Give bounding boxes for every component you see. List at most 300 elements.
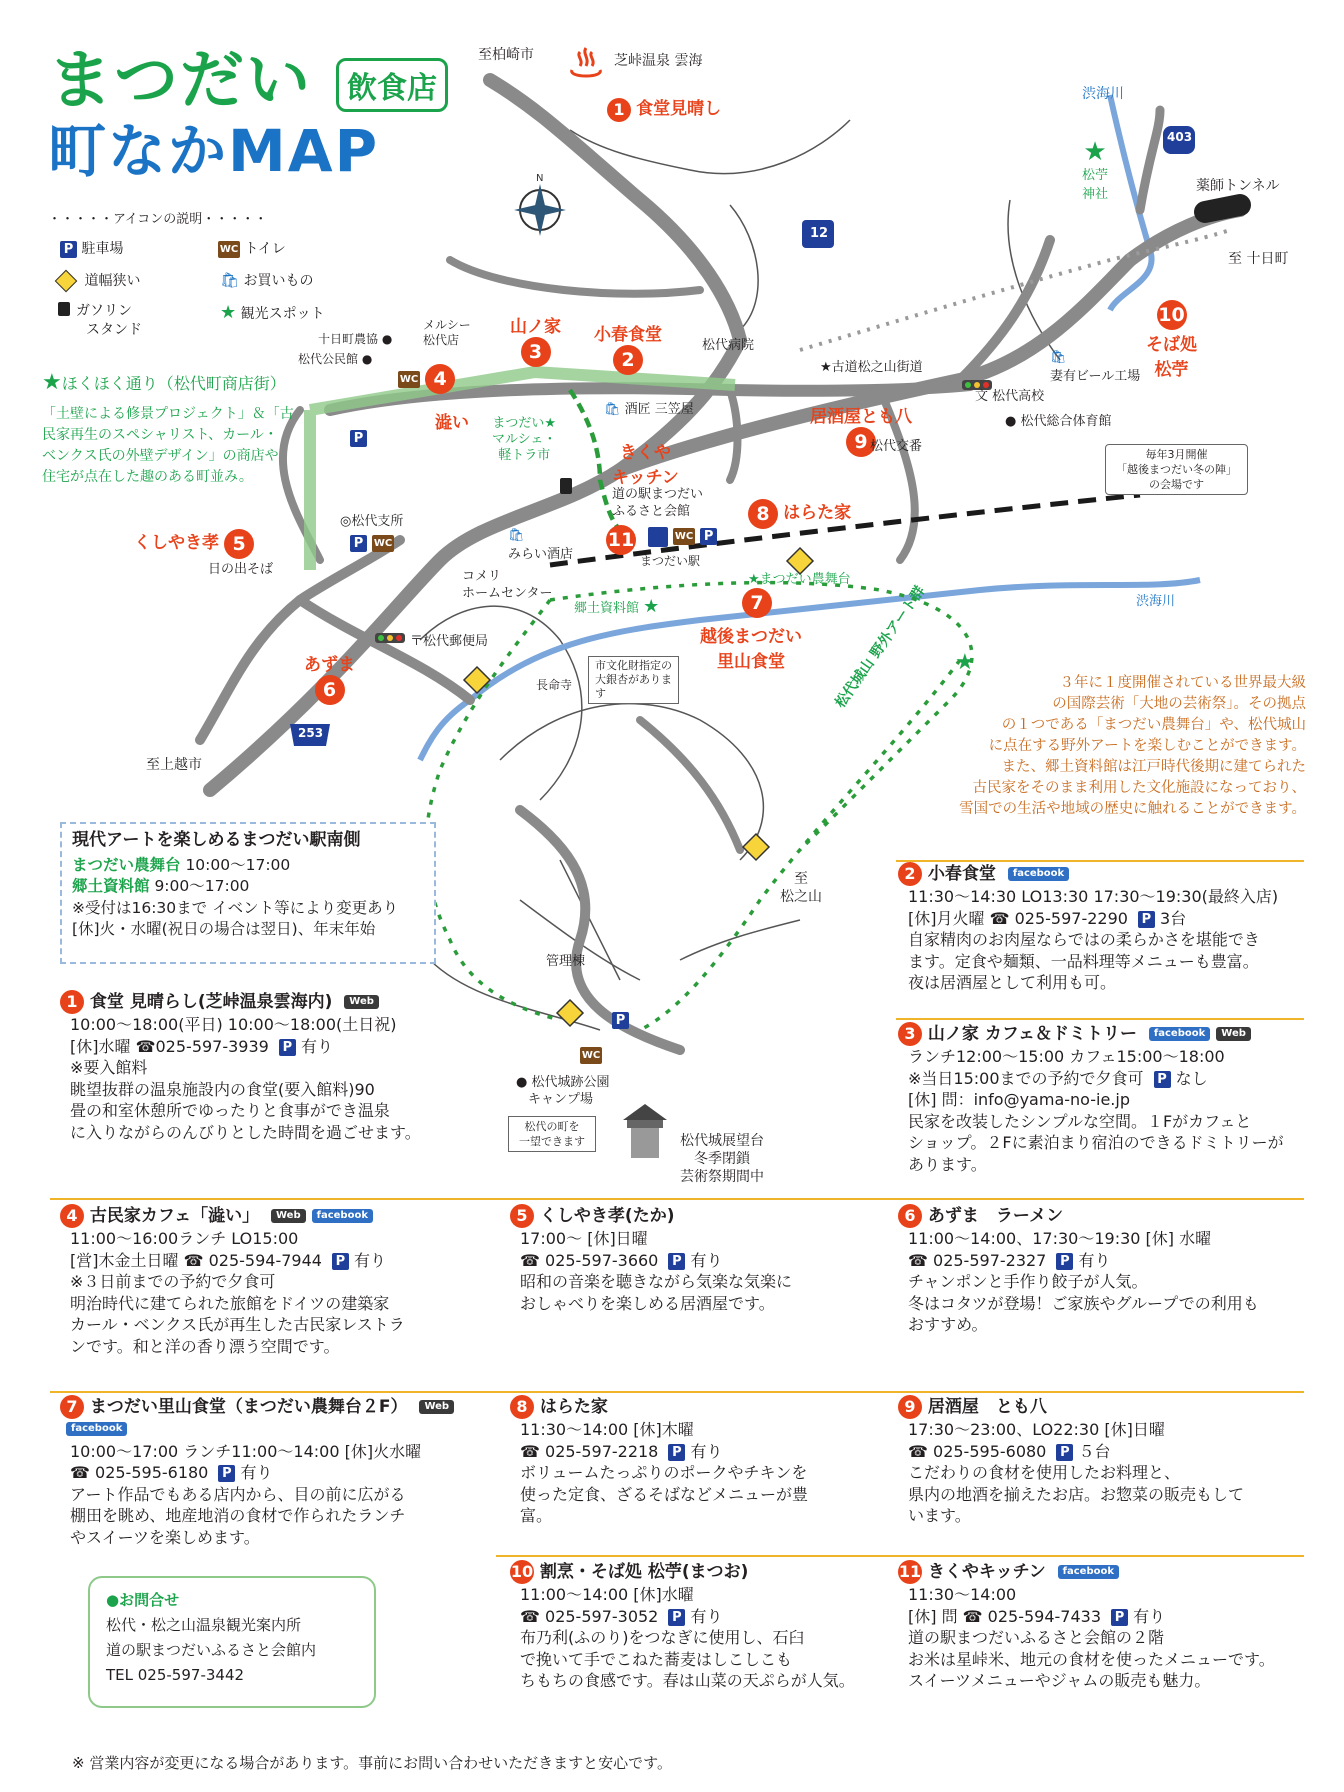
legend-shop-label: お買いもの xyxy=(243,273,314,289)
shop-name: まつだい里山食堂（まつだい農舞台２F） xyxy=(84,1397,414,1417)
shop-line: こだわりの食材を使用したお料理と、 xyxy=(908,1463,1181,1482)
marker-number: 3 xyxy=(521,337,551,367)
label-nokyo: 十日町農協 ● xyxy=(318,332,393,346)
project-note-line1: 「土壁による修景プロジェクト」＆「古 xyxy=(42,406,294,422)
label-chomeiji: 長命寺 xyxy=(536,678,573,692)
sakaya-text: 酒匠 三笠屋 xyxy=(624,402,694,417)
shop-section-8 xyxy=(510,1395,870,1527)
tunnel xyxy=(1205,205,1240,212)
marker-number: 4 xyxy=(425,364,455,394)
south-kyodo-hours: 9:00～17:00 xyxy=(149,877,250,895)
shop-parking xyxy=(1056,1251,1110,1270)
legend-header: ・・・・・アイコンの説明・・・・・ xyxy=(48,212,268,227)
shop-line: ☎ 025-597-3660 P 有り xyxy=(520,1250,723,1270)
shop-line: 11:00～16:00ランチ LO15:00 xyxy=(70,1229,299,1248)
south-nobutai-hours: 10:00～17:00 xyxy=(180,855,291,874)
shop-name: あずま ラーメン xyxy=(922,1206,1064,1226)
legend-spot-label: 観光スポット xyxy=(240,306,325,322)
shop-line: ※３日前までの予約で夕食可 xyxy=(70,1272,276,1291)
camp-line2: キャンプ場 xyxy=(528,1092,594,1107)
shop-line: に入りながらのんびりとした時間を過ごせます。 xyxy=(70,1122,421,1142)
michinoeki-line1: 道の駅まつだい xyxy=(612,487,704,502)
shop-name: 居酒屋 とも八 xyxy=(922,1397,1047,1417)
label-onsen: 芝峠温泉 雲海 xyxy=(614,53,703,69)
shop-section-2 xyxy=(898,862,1298,994)
shop-number: 7 xyxy=(60,1395,84,1419)
art-line1: ３年に１度開催されている世界最大級 xyxy=(1059,675,1306,691)
title-line1: まつだい xyxy=(48,44,312,118)
label-yakushi-tunnel: 薬師トンネル xyxy=(1196,178,1280,194)
shop-line: [休] 問：info@yama-no-ie.jp xyxy=(908,1090,1130,1109)
shisho-icons xyxy=(350,533,394,552)
shop-line: 道の駅まつだいふるさと会館の２階 xyxy=(908,1628,1165,1647)
map-marker-10[interactable] xyxy=(1146,300,1197,380)
south-kyodo-label: 郷土資料館 xyxy=(72,877,150,895)
shop-name: 小春食堂 xyxy=(922,864,1002,884)
shop-heading xyxy=(510,1395,870,1419)
label-to-joetsu: 至上越市 xyxy=(146,757,202,773)
legend-parking xyxy=(60,238,123,258)
marker-10-label-1: そば処 xyxy=(1146,335,1197,355)
gas-station-icon xyxy=(560,478,572,494)
park-icons xyxy=(612,1010,629,1029)
legend-narrow-label: 道幅狭い xyxy=(84,273,141,289)
shopping-bag-icon: 🛍 xyxy=(604,402,621,417)
shop-parking xyxy=(1138,909,1186,928)
parking-value: 有り xyxy=(685,1441,723,1461)
shop-name: 割烹・そば処 松苧(まつお) xyxy=(534,1562,749,1582)
web-link-badge[interactable]: Web xyxy=(271,1209,306,1223)
web-link-badge[interactable]: Web xyxy=(344,995,379,1009)
marker-7-label-2: 里山食堂 xyxy=(717,652,785,672)
south-box-kyodo xyxy=(72,876,424,898)
shop-line: ボリュームたっぷりのポークやチキンを xyxy=(520,1463,808,1482)
shop-heading xyxy=(898,1204,1298,1228)
south-box-closed: [休]火・水曜(祝日の場合は翌日)、年末年始 xyxy=(72,920,376,938)
parking-icon: P xyxy=(218,1465,235,1482)
parking-value: 有り xyxy=(295,1036,333,1056)
shop-heading xyxy=(60,990,480,1014)
marker-8-label: はらた家 xyxy=(783,503,852,523)
park-toilet xyxy=(580,1045,602,1064)
parking-value: なし xyxy=(1170,1068,1208,1088)
label-to-tokamachi: 至 十日町 xyxy=(1228,251,1289,267)
facebook-link-badge[interactable]: facebook xyxy=(1149,1027,1210,1041)
shop-line: 昭和の音楽を聴きながら気楽な気楽に xyxy=(520,1272,793,1291)
shop-parking xyxy=(1111,1607,1165,1626)
map-marker-1[interactable] xyxy=(607,94,721,122)
toilet-icon: WC xyxy=(398,371,420,388)
label-to-matsunoyama xyxy=(780,870,822,906)
legend-parking-label: 駐車場 xyxy=(81,241,124,257)
legend-gas xyxy=(58,302,142,340)
observatory-line3: 芸術祭期間中 xyxy=(680,1169,764,1185)
shop-parking xyxy=(1056,1442,1110,1461)
shop-line: 冬はコタツが登場！ご家族やグループでの利用も xyxy=(908,1293,1259,1313)
beer-factory-text: 妻有ビール工場 xyxy=(1050,369,1141,384)
shop-line: お米は星峠米、地元の食材を使ったメニューです。 xyxy=(908,1649,1275,1669)
shop-line: 11:30～14:00 xyxy=(908,1585,1017,1604)
shop-parking xyxy=(218,1463,272,1482)
parking-icon: P xyxy=(700,528,717,545)
web-link-badge[interactable]: Web xyxy=(1216,1027,1251,1041)
label-camp xyxy=(516,1074,609,1108)
label-hinode: 日の出そば xyxy=(208,562,274,577)
marker-number: 8 xyxy=(748,499,778,529)
parking-icon: P xyxy=(60,241,77,258)
narrow-road-icon xyxy=(55,270,78,293)
label-kominkan: 松代公民館 ● xyxy=(298,352,373,366)
kyodo-text: 郷土資料館 xyxy=(574,601,640,616)
map-marker-11-label xyxy=(612,438,679,488)
divider xyxy=(896,860,1304,862)
south-art-box xyxy=(60,822,436,964)
south-box-note: ※受付は16:30まで イベント等により変更あり xyxy=(72,898,399,917)
parking-value: 有り xyxy=(235,1463,273,1482)
shop-line: あります。 xyxy=(908,1154,987,1174)
mercy-line2: 松代店 xyxy=(423,333,460,347)
project-note-line2: 民家再生のスペシャリスト、カール・ xyxy=(42,427,278,443)
parking-icon: P xyxy=(332,1253,349,1270)
route-12-text: 12 xyxy=(810,226,829,241)
shop-line: 畳の和室休憩所でゆったりと食事ができ温泉 xyxy=(70,1101,390,1120)
star-icon: ★ xyxy=(220,302,237,323)
shop-section-7 xyxy=(60,1395,490,1548)
observatory-icon xyxy=(623,1104,667,1158)
matsunoyama-line1: 至 xyxy=(794,871,808,887)
icho-line3: す xyxy=(595,687,606,700)
shop-line: 富。 xyxy=(520,1506,553,1525)
shop-parking xyxy=(668,1607,722,1626)
project-note-line3: ベンクス氏の外壁デザイン」の商店や xyxy=(42,448,279,464)
shop-parking xyxy=(668,1442,722,1461)
shop-parking xyxy=(1154,1069,1208,1088)
shop-line: カール・ベンクス氏が再生した古民家レストラ xyxy=(70,1315,405,1334)
shrine-line1: 松苧 xyxy=(1082,168,1109,183)
toilet-icon: WC xyxy=(372,535,394,552)
map-marker-3[interactable] xyxy=(510,312,561,367)
map-marker-8[interactable] xyxy=(748,498,851,529)
shop-line: スイーツメニューやジャムの販売も魅力。 xyxy=(908,1671,1211,1690)
divider xyxy=(496,1555,1304,1557)
shop-line: ※当日15:00までの予約で夕食可 P なし xyxy=(908,1068,1208,1088)
shop-number: 1 xyxy=(60,990,84,1014)
art-line4: に点在する野外アートを楽しむことができます。 xyxy=(988,738,1306,754)
parking-value: 有り xyxy=(348,1250,387,1270)
parking-icon: P xyxy=(668,1253,685,1270)
legend-gas-label: ガソリン xyxy=(76,303,132,319)
shop-name: はらた家 xyxy=(534,1397,608,1417)
label-matsuo-shrine xyxy=(1082,137,1109,202)
shop-line: 11:00～14:00 [休]水曜 xyxy=(520,1585,694,1604)
shop-line: ☎ 025-597-3052 P 有り xyxy=(520,1606,723,1626)
mercy-line1: メルシー xyxy=(423,318,471,332)
map-marker-7[interactable] xyxy=(742,588,772,618)
shop-name: 古民家カフェ「澁い」 xyxy=(84,1206,265,1226)
shop-number: 2 xyxy=(898,862,922,886)
map-marker-6[interactable] xyxy=(304,650,355,705)
shop-line: アート作品でもある店内から、目の前に広がる xyxy=(70,1484,406,1504)
marker-number: 2 xyxy=(613,345,643,375)
parking-marker xyxy=(350,428,367,447)
label-marche xyxy=(492,416,556,464)
marker-1-label: 食堂見晴し xyxy=(636,99,722,119)
web-link-badge[interactable]: Web xyxy=(419,1400,454,1414)
title-line2: 町なかMAP xyxy=(48,117,380,185)
label-gym: ● 松代総合体育館 xyxy=(1005,414,1112,429)
facebook-link-badge[interactable]: facebook xyxy=(1008,867,1069,881)
marker-number: 7 xyxy=(742,588,772,618)
star-icon: ★ xyxy=(42,370,62,395)
marker-7-label xyxy=(700,622,802,672)
star-icon: ★ xyxy=(643,596,660,617)
label-beer-factory xyxy=(1050,350,1140,384)
toilet-icon: WC xyxy=(218,241,240,258)
winter-event-note xyxy=(1105,444,1248,495)
winter-line2: 「越後まつだい冬の陣」 xyxy=(1116,463,1237,476)
shop-line: ランチ12:00～15:00 カフェ15:00～18:00 xyxy=(908,1047,1225,1066)
toilet-icon: WC xyxy=(673,528,695,545)
label-hospital: 松代病院 xyxy=(702,338,755,353)
shop-line: 11:30～14:00 [休]木曜 xyxy=(520,1420,694,1439)
label-mercy xyxy=(423,318,471,348)
shop-line: [休]月火曜 ☎ 025-597-2290 P 3台 xyxy=(908,908,1187,928)
south-box-title: 現代アートを楽しめるまつだい駅南側 xyxy=(72,830,361,850)
marker-5-label: くしやき孝 xyxy=(134,533,219,553)
parking-value: 有り xyxy=(1128,1606,1166,1626)
label-koban: 松代交番 xyxy=(870,439,923,454)
south-box-nobutai xyxy=(72,855,424,877)
winter-line1: 毎年3月開催 xyxy=(1145,448,1208,461)
label-observatory xyxy=(680,1132,764,1186)
contact-tel: TEL 025-597-3442 xyxy=(106,1666,245,1684)
shop-line: おしゃべりを楽しめる居酒屋です。 xyxy=(520,1293,775,1313)
shop-line: 夜は居酒屋として利用も可。 xyxy=(908,973,1117,992)
shop-number: 4 xyxy=(60,1204,84,1228)
station-icons xyxy=(648,526,717,547)
shopping-bag-icon: 🛍 xyxy=(220,271,240,289)
map-marker-2[interactable] xyxy=(594,320,662,375)
shop-line: ます。定食や麺類、一品料理等メニューも豊富。 xyxy=(908,951,1259,971)
marker-2-label: 小春食堂 xyxy=(594,325,662,345)
shop-parking xyxy=(332,1251,386,1270)
legend-narrow xyxy=(58,270,140,290)
shop-line: 10:00～17:00 ランチ11:00～14:00 [休]火水曜 xyxy=(70,1441,422,1461)
icho-line2: 大銀杏がありま xyxy=(595,673,672,686)
shop-section-9 xyxy=(898,1395,1298,1527)
shop-line: 11:00～14:00、17:30～19:30 [休] 水曜 xyxy=(908,1229,1212,1248)
shop-heading xyxy=(898,862,1298,886)
view-line1: 松代の町を xyxy=(524,1120,580,1133)
shop-line: ☎ 025-597-2327 P 有り xyxy=(908,1250,1111,1270)
route-403-text: 403 xyxy=(1167,130,1193,144)
shop-line: で挽いて手でこねた蕎麦はしこしこも xyxy=(520,1649,793,1669)
map-title xyxy=(48,46,379,186)
hokuhoku-street-label xyxy=(42,370,286,395)
map-marker-5[interactable] xyxy=(134,528,254,559)
marker-7-label-1: 越後まつだい xyxy=(700,627,802,647)
mirai-text: みらい酒店 xyxy=(508,547,574,562)
marker-number: 11 xyxy=(606,525,636,555)
shop-line: [休] 問 ☎ 025-594-7433 P 有り xyxy=(908,1606,1166,1626)
shop-line: 明治時代に建てられた旅館をドイツの建築家 xyxy=(70,1293,390,1313)
shop-line: [営]木金土日曜 ☎ 025-594-7944 P 有り xyxy=(70,1250,387,1270)
shop-line: います。 xyxy=(908,1506,971,1525)
shopping-bag-icon: 🛍 xyxy=(508,528,525,543)
contact-line1: 松代・松之山温泉観光案内所 xyxy=(106,1616,302,1634)
legend-spot xyxy=(220,302,325,323)
marker-11-label-2: キッチン xyxy=(612,468,679,488)
shop-line: ンです。和と洋の香り漂う空間です。 xyxy=(70,1336,340,1356)
art-line5: また、郷土資料館は江戸時代後期に建てられた xyxy=(1001,759,1306,775)
shop-heading xyxy=(510,1560,880,1584)
contact-title: ●お問合せ xyxy=(106,1591,180,1609)
facebook-link-badge[interactable]: facebook xyxy=(66,1422,127,1436)
label-kyodo xyxy=(574,596,659,617)
winter-line3: の会場です xyxy=(1149,478,1204,491)
shop-heading xyxy=(898,1560,1298,1584)
shop-number: 3 xyxy=(898,1022,922,1046)
michinoeki-line2: ふるさと会館 xyxy=(612,504,691,519)
marker-11-label-1: きくや xyxy=(619,443,671,463)
art-line2: の国際芸術「大地の芸術祭」。その拠点 xyxy=(1052,696,1306,712)
label-kanri: 管理棟 xyxy=(546,954,586,969)
shop-line: 布乃利(ふのり)をつなぎに使用し、石臼 xyxy=(520,1628,805,1647)
facebook-link-badge[interactable]: facebook xyxy=(312,1209,373,1223)
marker-3-label: 山ノ家 xyxy=(510,317,561,337)
parking-icon: P xyxy=(668,1609,685,1626)
label-nobutai: ★まつだい農舞台 xyxy=(748,572,851,587)
shop-line: 棚田を眺め、地産地消の食材で作られたランチ xyxy=(70,1506,406,1525)
divider xyxy=(50,1198,1304,1200)
shop-line: 17:00～ [休]日曜 xyxy=(520,1229,648,1248)
label-high-school: 文 松代高校 xyxy=(975,389,1045,404)
star-icon: ★ xyxy=(1083,137,1107,167)
shop-line: 眺望抜群の温泉施設内の食堂(要入館料)90 xyxy=(70,1079,375,1099)
komeri-line1: コメリ xyxy=(462,569,502,584)
shop-line: ☎ 025-595-6080 P ５台 xyxy=(908,1441,1111,1461)
camp-line1: ● 松代城跡公園 xyxy=(516,1075,610,1090)
contact-box xyxy=(88,1576,376,1708)
art-festival-text xyxy=(959,673,1306,820)
label-yubinkyoku: 〒松代郵便局 xyxy=(410,634,489,649)
shop-section-6 xyxy=(898,1204,1298,1336)
shop-heading xyxy=(510,1204,870,1228)
marker-6-label: あずま xyxy=(304,655,355,675)
toilet-icon: WC xyxy=(580,1047,602,1064)
shop-line: 11:30～14:30 LO13:30 17:30～19:30(最終入店) xyxy=(908,887,1279,906)
parking-icon: P xyxy=(1154,1071,1171,1088)
label-art-route: 松代城山 野外アート群 xyxy=(832,583,929,711)
shop-line: 使った定食、ざるそばなどメニューが豊 xyxy=(520,1484,809,1504)
shop-line: 自家精肉のお肉屋ならではの柔らかさを堪能でき xyxy=(908,930,1260,949)
label-komeri xyxy=(462,568,552,602)
label-shibukai-top: 渋海川 xyxy=(1082,86,1124,102)
label-shisho: ◎松代支所 xyxy=(340,514,404,529)
label-shibukai-bottom: 渋海川 xyxy=(1136,594,1176,609)
shop-line: [休]水曜 ☎025-597-3939 P 有り xyxy=(70,1036,333,1056)
marker-10-label-2: 松苧 xyxy=(1154,360,1189,380)
shopping-bag-icon: 🛍 xyxy=(1050,350,1067,365)
shop-parking xyxy=(668,1251,722,1270)
svg-text:N: N xyxy=(536,173,544,184)
label-sakaya xyxy=(604,398,694,417)
map-marker-4[interactable] xyxy=(398,364,455,394)
parking-icon: P xyxy=(350,430,367,447)
shop-line: 10:00～18:00(平日) 10:00～18:00(土日祝) xyxy=(70,1015,397,1034)
shop-number: 11 xyxy=(898,1560,922,1584)
south-nobutai-label: まつだい農舞台 xyxy=(72,855,181,874)
parking-value: 3台 xyxy=(1154,908,1187,928)
parking-value: ５台 xyxy=(1073,1441,1111,1461)
shop-section-1 xyxy=(60,990,480,1143)
shop-section-3 xyxy=(898,1022,1298,1175)
shop-number: 8 xyxy=(510,1395,534,1419)
shop-name: 食堂 見晴らし(芝峠温泉雲海内) xyxy=(84,992,339,1012)
shop-parking xyxy=(279,1037,333,1056)
observatory-line2: 冬季閉鎖 xyxy=(694,1151,750,1167)
view-note xyxy=(508,1116,596,1152)
shop-line: ☎ 025-597-2218 P 有り xyxy=(520,1441,723,1461)
shop-line: ※要入館料 xyxy=(70,1058,148,1077)
shrine-line2: 神社 xyxy=(1082,187,1109,202)
project-note xyxy=(42,404,294,488)
parking-value: 有り xyxy=(685,1250,723,1270)
shop-line: やスイーツを楽しめます。 xyxy=(70,1527,260,1547)
divider xyxy=(50,1391,1304,1393)
marker-number: 5 xyxy=(224,529,254,559)
shop-line: ショップ。２Fに素泊まり宿泊のできるドミトリーが xyxy=(908,1133,1284,1152)
project-note-line4: 住宅が点在した趣のある町並み。 xyxy=(42,469,253,485)
facebook-link-badge[interactable]: facebook xyxy=(1058,1565,1119,1579)
matsunoyama-line2: 松之山 xyxy=(780,889,822,905)
gas-station-icon xyxy=(58,302,70,316)
shop-section-4 xyxy=(60,1204,490,1357)
shop-number: 6 xyxy=(898,1204,922,1228)
legend-shop xyxy=(220,270,314,290)
shop-heading xyxy=(898,1022,1298,1046)
label-michinoeki xyxy=(612,486,703,520)
shop-heading xyxy=(60,1204,490,1228)
legend-gas-label-2: スタンド xyxy=(86,322,142,338)
art-line7: 雪国での生活や地域の歴史に触れることができます。 xyxy=(959,801,1306,817)
marker-9-label: 居酒屋とも八 xyxy=(810,407,912,427)
shop-section-11 xyxy=(898,1560,1298,1692)
shop-section-10 xyxy=(510,1560,880,1692)
marker-number: 6 xyxy=(315,675,345,705)
parking-icon: P xyxy=(350,535,367,552)
shop-line: チャンポンと手作り餃子が人気。 xyxy=(908,1272,1148,1291)
shop-heading xyxy=(898,1395,1298,1419)
art-line3: の１つである「まつだい農舞台」や、松代城山 xyxy=(1001,717,1306,733)
shop-number: 9 xyxy=(898,1395,922,1419)
parking-icon: P xyxy=(1138,911,1155,928)
shop-line: 17:30～23:00、LO22:30 [休]日曜 xyxy=(908,1420,1165,1439)
shop-line: ちもちの食感です。春は山菜の天ぷらが人気。 xyxy=(520,1671,855,1690)
marker-number: 1 xyxy=(607,98,631,122)
komeri-line2: ホームセンター xyxy=(462,586,553,601)
parking-value: 有り xyxy=(685,1606,723,1626)
shop-number: 10 xyxy=(510,1560,534,1584)
station-building-icon xyxy=(648,527,668,547)
marker-4-label: 澁い xyxy=(435,413,469,433)
shop-section-5 xyxy=(510,1204,870,1314)
art-line6: 古民家をそのまま利用した文化施設になっており、 xyxy=(972,780,1306,796)
marche-line3: 軽トラ市 xyxy=(498,448,551,463)
map-marker-11[interactable] xyxy=(606,525,636,555)
legend-toilet-label: トイレ xyxy=(244,241,286,257)
legend-toilet xyxy=(218,238,286,258)
